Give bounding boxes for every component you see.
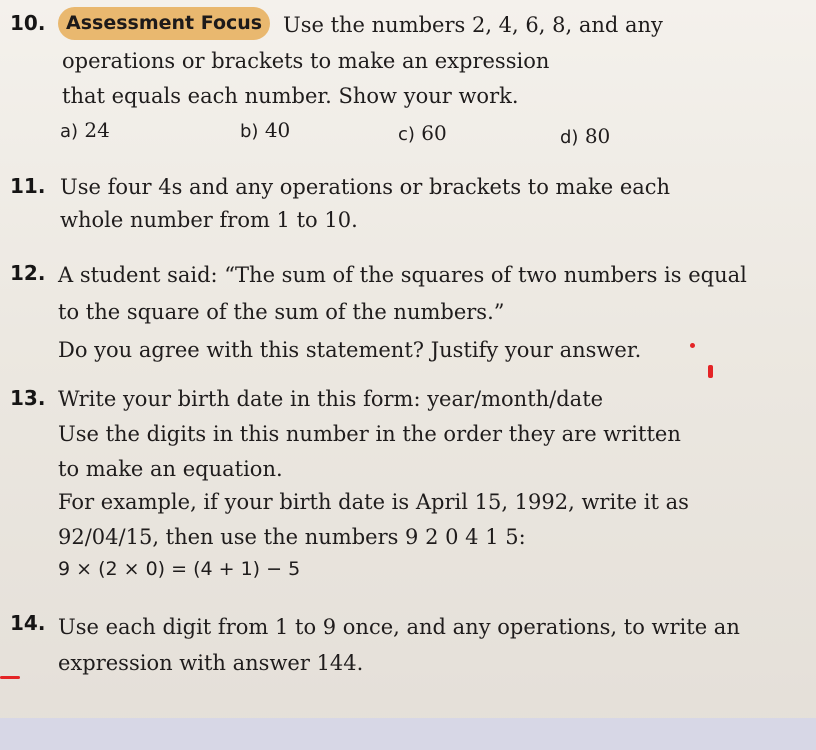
problem-text-line: expression with answer 144. — [58, 651, 364, 675]
problem-number: 14. — [10, 611, 46, 635]
problem-number: 11. — [10, 174, 46, 198]
problem-text-line: Use four 4s and any operations or brackets to make each — [60, 175, 671, 199]
problem-text-line: 92/04/15, then use the numbers 9 2 0 4 1 5: — [58, 525, 526, 549]
choice-value: 80 — [584, 124, 611, 148]
answer-choices — [0, 118, 816, 148]
problem-text-line: Do you agree with this statement? Justify your answer. — [58, 338, 642, 362]
red-pen-dot — [690, 343, 695, 348]
problem-11 — [0, 165, 816, 240]
problem-10 — [0, 0, 816, 160]
problem-text-line: Use the numbers 2, 4, 6, 8, and any — [283, 13, 663, 37]
choice-value: 40 — [264, 118, 291, 142]
problem-text-line: whole number from 1 to 10. — [60, 208, 358, 232]
problem-14 — [0, 605, 816, 690]
choice-letter: d) — [560, 127, 579, 148]
problem-text-line: to the square of the sum of the numbers.” — [58, 300, 505, 324]
choice-b — [240, 118, 290, 142]
problem-text-line: operations or brackets to make an expression — [62, 49, 550, 73]
choice-d — [560, 124, 610, 148]
choice-letter: b) — [240, 121, 259, 142]
choice-value: 24 — [84, 118, 110, 142]
problem-number: 12. — [10, 261, 46, 285]
red-pen-mark — [0, 676, 20, 679]
choice-c — [398, 121, 447, 145]
problem-12 — [0, 255, 816, 375]
red-pen-mark — [708, 365, 713, 378]
problem-number: 13. — [10, 386, 46, 410]
problem-text-line: Use the digits in this number in the order they are written — [58, 422, 681, 446]
equation-example: 9 × (2 × 0) = (4 + 1) − 5 — [58, 558, 301, 580]
problem-text-line: A student said: “The sum of the squares of two numbers is equal — [58, 263, 747, 287]
problem-text-line: For example, if your birth date is April 15, 1992, write it as — [58, 490, 689, 514]
problem-text-line: Use each digit from 1 to 9 once, and any operations, to write an — [58, 615, 740, 639]
assessment-focus-badge: Assessment Focus — [58, 7, 270, 40]
problem-number: 10. — [10, 11, 46, 35]
problem-text-line: to make an equation. — [58, 457, 283, 481]
choice-letter: a) — [60, 121, 79, 142]
problem-text-line: Write your birth date in this form: year/month/date — [58, 387, 604, 411]
choice-a — [60, 118, 110, 142]
page-bottom-shadow — [0, 718, 816, 750]
problem-13 — [0, 380, 816, 595]
problem-text-line: that equals each number. Show your work. — [62, 84, 519, 108]
choice-value: 60 — [421, 121, 447, 145]
choice-letter: c) — [398, 124, 415, 145]
